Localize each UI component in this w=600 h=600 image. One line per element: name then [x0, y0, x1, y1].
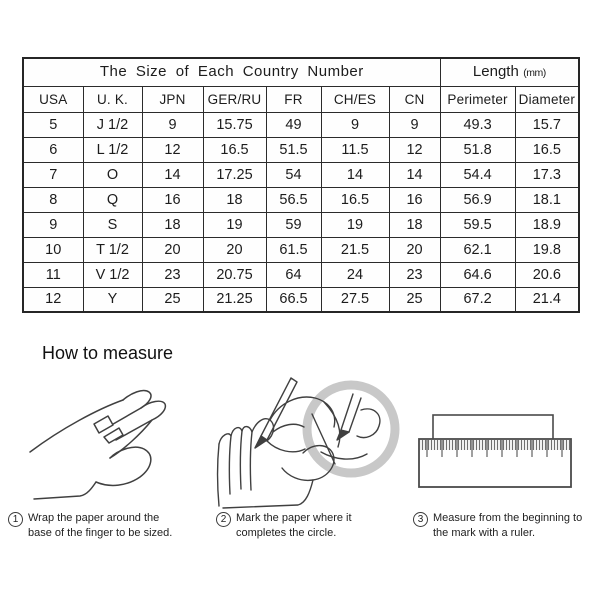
- column-header-ger-ru: GER/RU: [203, 86, 266, 112]
- table-row: [23, 262, 579, 287]
- step-2-number-badge: 2: [216, 512, 231, 527]
- table-cell: 66.5: [266, 287, 321, 312]
- table-cell: 21.25: [203, 287, 266, 312]
- table-cell: 6: [23, 137, 83, 162]
- table-cell: 9: [23, 212, 83, 237]
- table-cell: 7: [23, 162, 83, 187]
- table-cell: 18.1: [515, 187, 579, 212]
- table-cell: 19: [321, 212, 389, 237]
- pencil-mark-drawing: [203, 372, 403, 522]
- table-cell: 20.75: [203, 262, 266, 287]
- table-cell: 23: [142, 262, 203, 287]
- table-cell: 9: [142, 112, 203, 137]
- table-cell: 16.5: [515, 137, 579, 162]
- column-header-uk: U. K.: [83, 86, 142, 112]
- table-cell: 18: [203, 187, 266, 212]
- table-group-header-row: [23, 58, 579, 86]
- table-row: [23, 112, 579, 137]
- table-cell: 8: [23, 187, 83, 212]
- table-cell: 16: [142, 187, 203, 212]
- step-1-number-badge: 1: [8, 512, 23, 527]
- hand-paper-drawing: [22, 380, 207, 512]
- column-header-perimeter: Perimeter: [440, 86, 515, 112]
- table-cell: 51.5: [266, 137, 321, 162]
- table-cell: J 1/2: [83, 112, 142, 137]
- table-cell: 67.2: [440, 287, 515, 312]
- paper-strip: [433, 415, 553, 441]
- table-cell: 18.9: [515, 212, 579, 237]
- table-cell: 11.5: [321, 137, 389, 162]
- table-row: [23, 162, 579, 187]
- step-3-caption: [413, 511, 595, 542]
- column-header-usa: USA: [23, 86, 83, 112]
- table-cell: 9: [321, 112, 389, 137]
- column-header-fr: FR: [266, 86, 321, 112]
- step-2-caption: [216, 511, 366, 542]
- table-cell: 9: [389, 112, 440, 137]
- table-cell: 59.5: [440, 212, 515, 237]
- table-cell: 20: [142, 237, 203, 262]
- table-cell: O: [83, 162, 142, 187]
- length-unit-label: (mm): [523, 67, 546, 80]
- table-cell: 12: [23, 287, 83, 312]
- table-cell: 14: [389, 162, 440, 187]
- table-row: [23, 287, 579, 312]
- table-cell: 24: [321, 262, 389, 287]
- table-cell: 19: [203, 212, 266, 237]
- table-cell: 19.8: [515, 237, 579, 262]
- step-1-text: Wrap the paper around the base of the finger to be sized.: [28, 512, 173, 540]
- ruler-measuring-illustration: [415, 405, 580, 497]
- column-header-jpn: JPN: [142, 86, 203, 112]
- ruler-drawing: [415, 405, 580, 497]
- table-cell: S: [83, 212, 142, 237]
- table-cell: 20.6: [515, 262, 579, 287]
- table-cell: 16: [389, 187, 440, 212]
- table-cell: 25: [389, 287, 440, 312]
- table-cell: Y: [83, 287, 142, 312]
- table-body: [23, 112, 579, 312]
- table-cell: 14: [142, 162, 203, 187]
- table-cell: 17.25: [203, 162, 266, 187]
- table-cell: 10: [23, 237, 83, 262]
- table-cell: 12: [389, 137, 440, 162]
- ring-size-table: [22, 57, 580, 313]
- table-cell: Q: [83, 187, 142, 212]
- table-cell: 18: [142, 212, 203, 237]
- table-cell: 16.5: [203, 137, 266, 162]
- table-cell: 25: [142, 287, 203, 312]
- table-cell: 27.5: [321, 287, 389, 312]
- step-3-text: Measure from the beginning to the mark with a ruler.: [433, 512, 583, 540]
- table-cell: 64: [266, 262, 321, 287]
- table-cell: T 1/2: [83, 237, 142, 262]
- table-cell: 61.5: [266, 237, 321, 262]
- table-cell: V 1/2: [83, 262, 142, 287]
- table-cell: 15.75: [203, 112, 266, 137]
- table-cell: 59: [266, 212, 321, 237]
- table-cell: 17.3: [515, 162, 579, 187]
- table-column-header-row: [23, 86, 579, 112]
- table-cell: 56.5: [266, 187, 321, 212]
- table-row: [23, 212, 579, 237]
- column-header-ch-es: CH/ES: [321, 86, 389, 112]
- table-cell: L 1/2: [83, 137, 142, 162]
- column-header-diameter: Diameter: [515, 86, 579, 112]
- group-header-length: [440, 58, 579, 86]
- step-2-text: Mark the paper where it completes the circle.: [236, 512, 352, 540]
- table-cell: 64.6: [440, 262, 515, 287]
- table-cell: 12: [142, 137, 203, 162]
- table-cell: 5: [23, 112, 83, 137]
- table-cell: 20: [389, 237, 440, 262]
- table-row: [23, 187, 579, 212]
- table-cell: 15.7: [515, 112, 579, 137]
- step-1-caption: [8, 511, 176, 542]
- table-cell: 49: [266, 112, 321, 137]
- how-to-measure-title: How to measure: [42, 343, 174, 363]
- table-cell: 51.8: [440, 137, 515, 162]
- table-cell: 54: [266, 162, 321, 187]
- table-cell: 21.4: [515, 287, 579, 312]
- table-cell: 11: [23, 262, 83, 287]
- table-cell: 54.4: [440, 162, 515, 187]
- table-row: [23, 237, 579, 262]
- table-cell: 62.1: [440, 237, 515, 262]
- table-cell: 23: [389, 262, 440, 287]
- pencil-marking-paper-illustration: [203, 372, 403, 522]
- group-header-country-sizes: [23, 58, 440, 86]
- hand-with-paper-strip-illustration: [22, 380, 207, 512]
- length-label: Length: [472, 63, 519, 81]
- table-cell: 14: [321, 162, 389, 187]
- table-row: [23, 137, 579, 162]
- table-cell: 16.5: [321, 187, 389, 212]
- table-cell: 56.9: [440, 187, 515, 212]
- table-cell: 49.3: [440, 112, 515, 137]
- group-header-left-label: The Size of Each Country Number: [99, 63, 364, 81]
- column-header-cn: CN: [389, 86, 440, 112]
- table-cell: 20: [203, 237, 266, 262]
- step-3-number-badge: 3: [413, 512, 428, 527]
- table-cell: 21.5: [321, 237, 389, 262]
- table-cell: 18: [389, 212, 440, 237]
